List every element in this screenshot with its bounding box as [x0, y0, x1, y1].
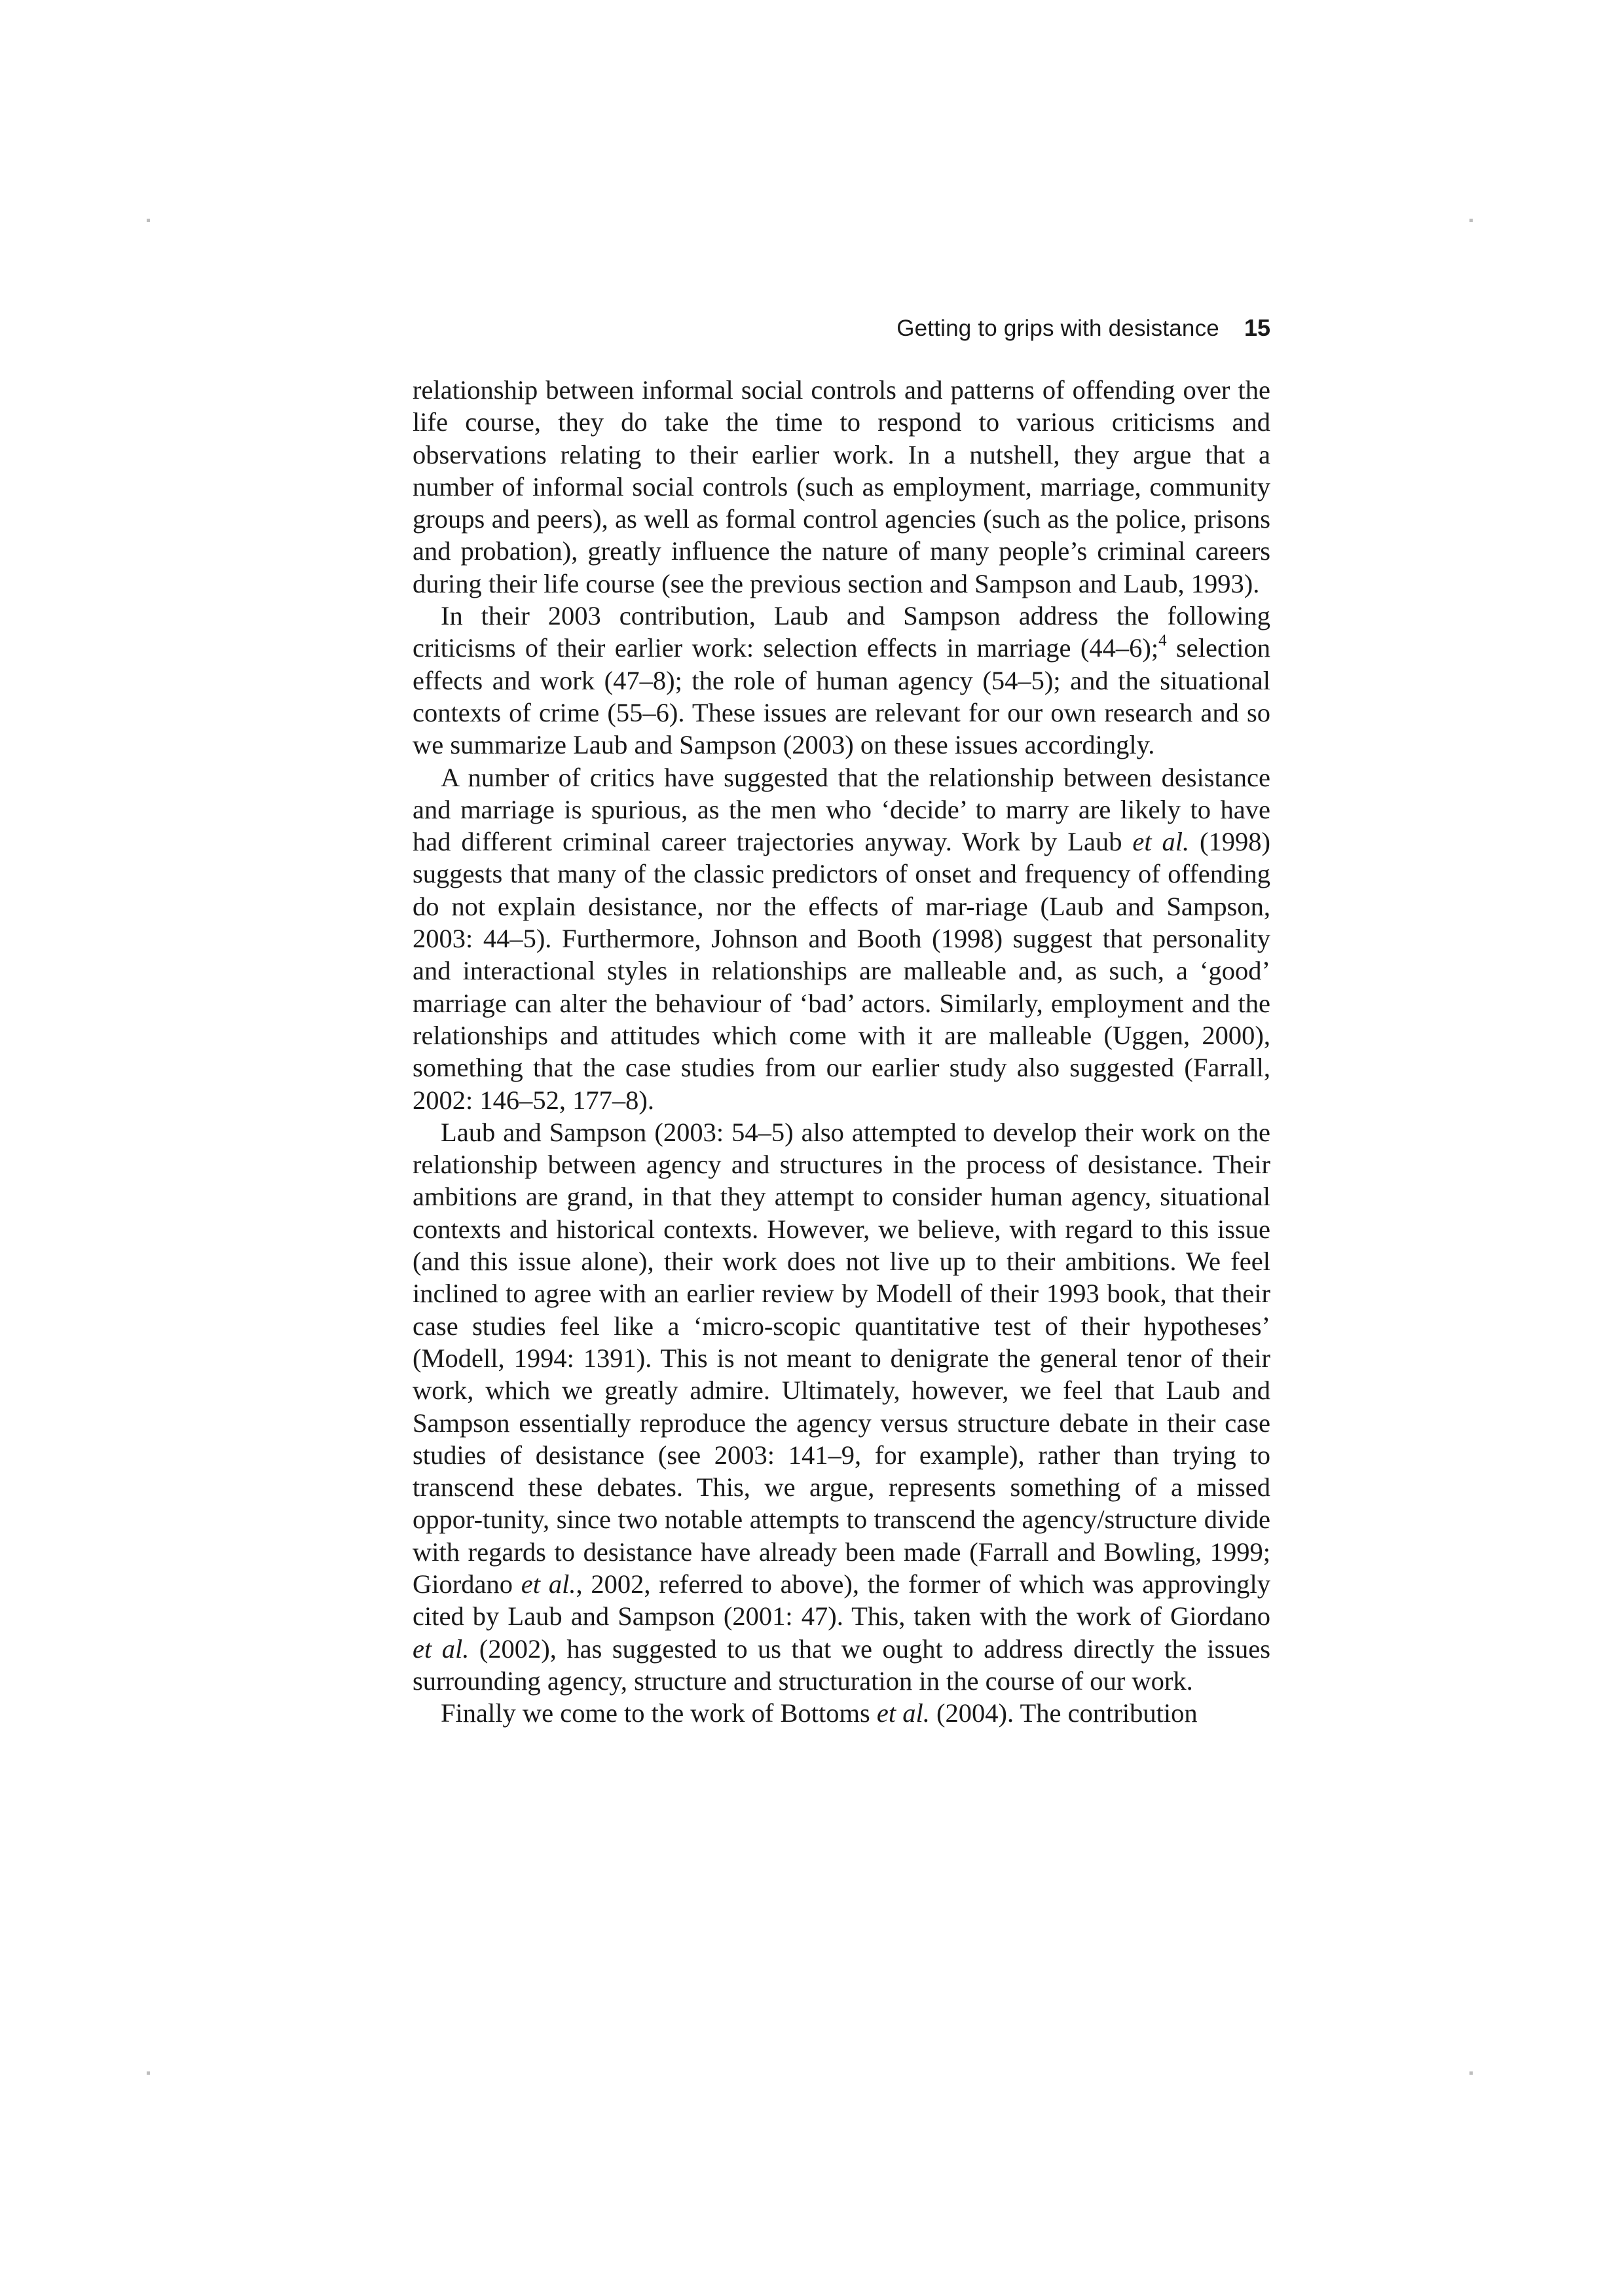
running-head-title: Getting to grips with desistance [896, 316, 1219, 341]
paragraph [413, 761, 1270, 1116]
text-run: Laub and Sampson (2003: 54–5) also attempted to develop their work on the relationship between agency and structures in the process of desistance. Their ambitions are grand, in that they attempt to consider human agency, situational contexts and historical contexts. However, we believe, with regard to this issue (and this issue alone), their work does not live up to their ambitions. We feel inclined to agree with an earlier review by Modell of their 1993 book, that their case studies feel like a ‘micro-scopic quantitative test of their hypotheses’ (Modell, 1994: 1391). This is not meant to denigrate the general tenor of their work, which we greatly admire. Ultimately, however, we feel that Laub and Sampson essentially reproduce the agency versus structure debate in their case studies of desistance (see 2003: 141–9, for example), rather than trying to transcend these debates. This, we argue, represents something of a missed oppor-tunity, since two notable attempts to transcend the agency/structure divide with regards to desistance have already been made (Farrall and Bowling, 1999; Giordano [413, 1117, 1270, 1599]
text-run: In their 2003 contribution, Laub and Sampson address the following criticisms of their earlier work: selection effects in marriage (44–6); [413, 601, 1270, 663]
crop-mark-top-left [147, 219, 150, 222]
text-run: (2002), has suggested to us that we ought to address directly the issues surrounding agency, structure and structuration in the course of our work. [413, 1633, 1270, 1696]
page-number: 15 [1244, 314, 1270, 341]
text-run: , 2002, referred to above), the former of which was approvingly cited by Laub and Sampson (2001: 47). This, taken with the work of Giordano [413, 1569, 1270, 1631]
text-run: (1998) suggests that many of the classic predictors of onset and frequency of offending do not explain desistance, nor the effects of mar-riage (Laub and Sampson, 2003: 44–5). Furthermore, Johnson and Booth (1998) suggest that personality and interactional styles in relationships are malleable and, as such, a ‘good’ marriage can alter the behaviour of ‘bad’ actors. Similarly, employment and the relationships and attitudes which come with it are malleable (Uggen, 2000), something that the case studies from our earlier study also suggested (Farrall, 2002: 146–52, 177–8). [413, 827, 1270, 1115]
crop-mark-top-right [1469, 219, 1473, 222]
body-text [413, 374, 1270, 1729]
crop-mark-bottom-right [1469, 2071, 1473, 2075]
italic-text: et al. [1132, 827, 1190, 857]
paragraph [413, 600, 1270, 761]
text-run: A number of critics have suggested that the relationship between desistance and marriage is spurious, as the men who ‘decide’ to marry are likely to have had different criminal career trajectories anyway. Work by Laub [413, 762, 1270, 857]
crop-mark-bottom-left [147, 2071, 150, 2075]
paragraph [413, 1116, 1270, 1697]
paragraph [413, 1697, 1270, 1729]
text-run: selection effects and work (47–8); the role of human agency (54–5); and the situational contexts of crime (55–6). These issues are relevant for our own research and so we summarize Laub and Sampson (2003) on these issues accordingly. [413, 633, 1270, 760]
text-run: relationship between informal social controls and patterns of offending over the life course, they do take the time to respond to various criticisms and observations relating to their earlier work. In a nutshell, they argue that a number of informal social controls (such as employment, marriage, community groups and peers), as well as formal control agencies (such as the police, prisons and probation), greatly influence the nature of many people’s criminal careers during their life course (see the previous section and Sampson and Laub, 1993). [413, 375, 1270, 598]
footnote-marker: 4 [1158, 632, 1167, 650]
text-run: (2004). The contribution [929, 1698, 1198, 1728]
italic-text: et al. [521, 1569, 576, 1599]
paragraph [413, 374, 1270, 600]
text-run: Finally we come to the work of Bottoms [441, 1698, 877, 1728]
italic-text: et al. [413, 1633, 470, 1664]
italic-text: et al. [876, 1698, 930, 1728]
running-head [413, 314, 1270, 342]
